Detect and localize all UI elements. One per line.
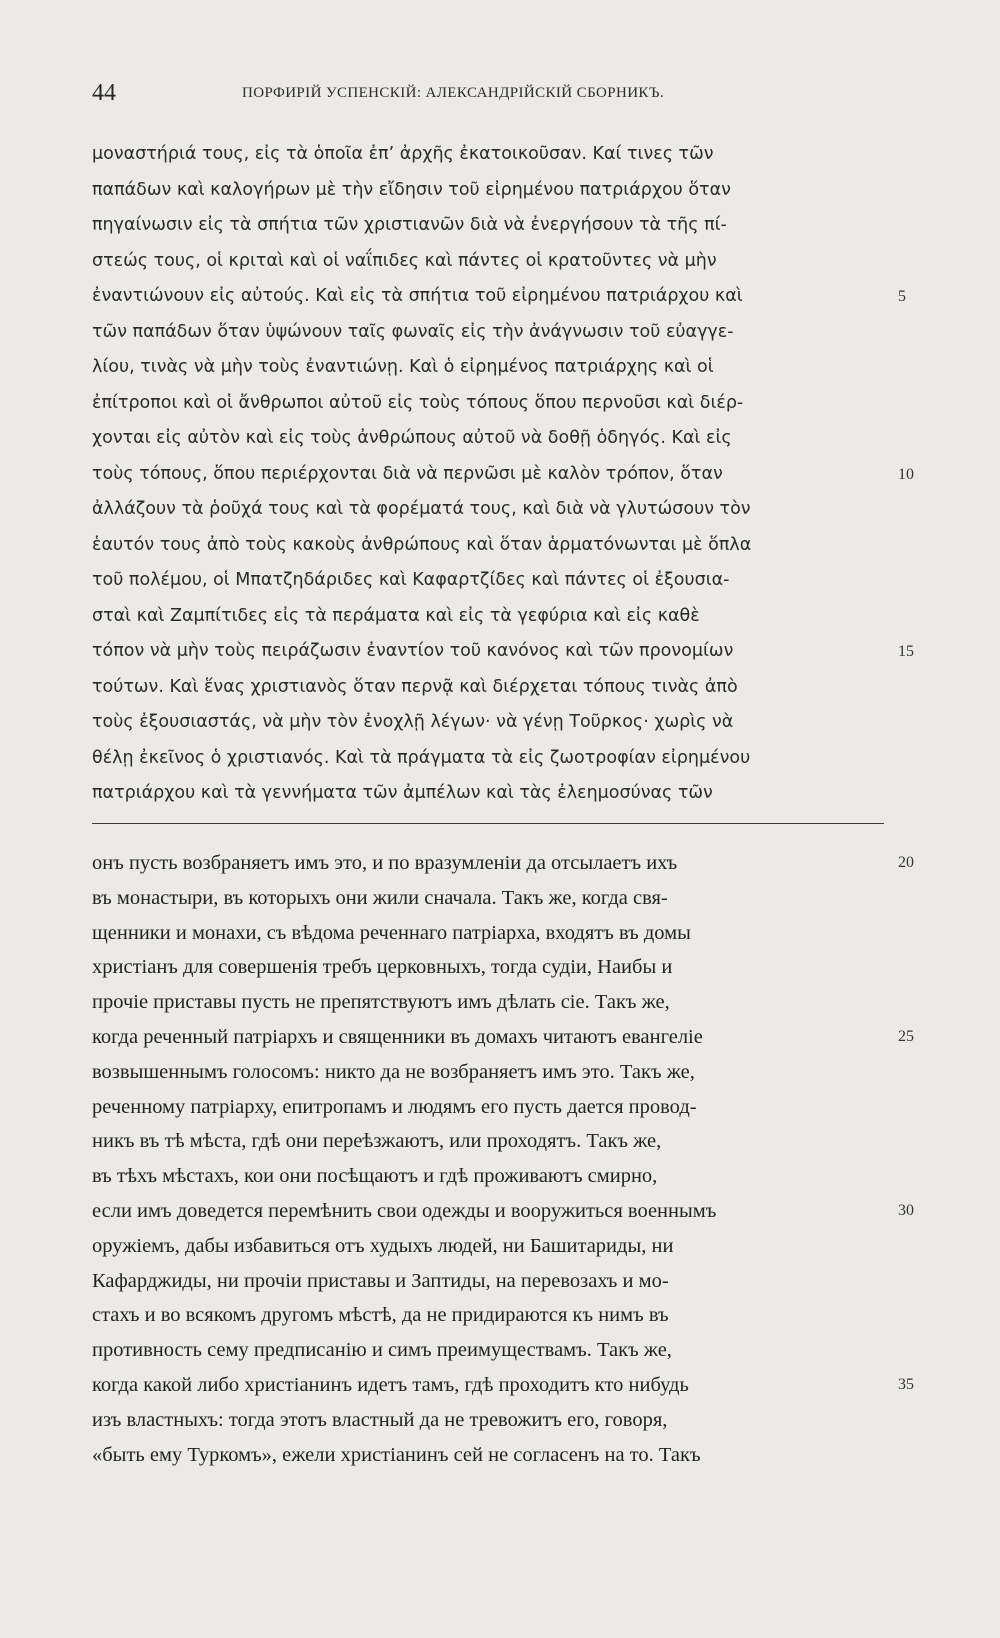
greek-text-line: [92, 492, 882, 528]
line-text: христіанъ для совершенія требъ церковныхъ, тогда судіи, Наибы и: [92, 956, 673, 979]
section-divider: [92, 823, 884, 824]
line-text: когда реченный патріархъ и священники въ домахъ читаютъ евангеліе: [92, 1025, 703, 1048]
line-text: щенники и монахи, съ вѣдома реченнаго патріарха, входятъ въ домы: [92, 921, 691, 944]
line-number: 5: [898, 288, 906, 305]
line-text: оружіемъ, дабы избавиться отъ худыхъ людей, ни Башитариды, ни: [92, 1234, 674, 1257]
line-text: никъ въ тѣ мѣста, гдѣ они переѣзжаютъ, или проходятъ. Такъ же,: [92, 1130, 662, 1153]
line-text: τῶν παπάδων ὅταν ὑψώνουν ταῖς φωναῖς εἰς τὴν ἀνάγνωσιν τοῦ εὐαγγε-: [92, 321, 734, 342]
greek-text-line: [92, 705, 882, 741]
greek-text-line: [92, 776, 882, 812]
greek-text-line: [92, 421, 882, 457]
russian-text-line: [92, 1264, 882, 1299]
line-text: онъ пусть возбраняетъ имъ это, и по вразумленіи да отсылаетъ ихъ: [92, 852, 678, 874]
line-text: если имъ доведется перемѣнить свои одежды и вооружиться военнымъ: [92, 1199, 717, 1222]
line-text: παπάδων καὶ καλογήρων μὲ τὴν εἴδησιν τοῦ εἰρημένου πατριάρχου ὅταν: [92, 179, 731, 200]
line-text: θέλῃ ἐκεῖνος ὁ χριστιανός. Καὶ τὰ πράγματα τὰ εἰς ζωοτροφίαν εἰρημένου: [92, 747, 751, 768]
line-number: 25: [898, 1027, 914, 1045]
line-text: πατριάρχου καὶ τὰ γεννήματα τῶν ἀμπέλων καὶ τὰς ἐλεημοσύνας τῶν: [92, 783, 713, 803]
line-text: «быть ему Туркомъ», ежели христіанинъ сей не согласенъ на то. Такъ: [92, 1443, 701, 1466]
russian-text-line: [92, 1438, 882, 1473]
greek-text-line: [92, 457, 914, 493]
russian-text-line: [92, 1020, 914, 1055]
russian-text-line: [92, 1298, 882, 1333]
line-text: πηγαίνωσιν εἰς τὰ σπήτια τῶν χριστιανῶν διὰ νὰ ἐνεργήσουν τὰ τῆς πί-: [92, 215, 727, 235]
line-text: χονται εἰς αὐτὸν καὶ εἰς τοὺς ἀνθρώπους αὐτοῦ νὰ δοθῇ ὁδηγός. Καὶ εἰς: [92, 428, 732, 448]
line-text: противность сему предписанію и симъ преимуществамъ. Такъ же,: [92, 1339, 672, 1362]
line-text: τόπον νὰ μὴν τοὺς πειράζωσιν ἐναντίον τοῦ κανόνος καὶ τῶν προνομίων: [92, 641, 734, 661]
line-number: 10: [898, 465, 914, 483]
greek-text-block: [92, 137, 914, 812]
russian-text-line: [92, 1159, 882, 1194]
russian-text-line: [92, 1124, 882, 1159]
greek-text-line: [92, 563, 882, 599]
line-text: въ монастыри, въ которыхъ они жили сначала. Такъ же, когда свя-: [92, 886, 668, 909]
line-text: ἐπίτροποι καὶ οἱ ἄνθρωποι αὐτοῦ εἰς τοὺς τόπους ὅπου περνοῦσι καὶ διέρ-: [92, 392, 744, 413]
line-text: возвышеннымъ голосомъ: никто да не возбраняетъ имъ это. Такъ же,: [92, 1060, 695, 1083]
greek-text-line: [92, 386, 882, 422]
greek-text-line: [92, 634, 914, 670]
running-head: ПОРФИРІЙ УСПЕНСКІЙ: АЛЕКСАНДРІЙСКІЙ СБОРНИКЪ.: [242, 85, 664, 101]
line-text: реченному патріарху, епитропамъ и людямъ его пусть дается провод-: [92, 1095, 697, 1118]
russian-text-line: [92, 1333, 882, 1368]
russian-text-line: [92, 1194, 914, 1229]
line-text: ἀλλάζουν τὰ ῥοῦχά τους καὶ τὰ φορέματά τους, καὶ διὰ νὰ γλυτώσουν τὸν: [92, 499, 751, 519]
line-text: τοῦ πολέμου, οἱ Μπατζηδάριδες καὶ Καφαρτζίδες καὶ πάντες οἱ ἐξουσια-: [92, 570, 730, 590]
line-number: 20: [898, 854, 914, 871]
greek-text-line: [92, 741, 882, 777]
russian-text-line: [92, 881, 882, 916]
line-text: прочіе приставы пусть не препятствуютъ имъ дѣлать сіе. Такъ же,: [92, 991, 670, 1014]
russian-text-line: [92, 1403, 882, 1438]
russian-text-line: [92, 916, 882, 951]
page-number: 44: [92, 80, 116, 106]
line-text: τούτων. Καὶ ἕνας χριστιανὸς ὅταν περνᾷ καὶ διέρχεται τόπους τινὰς ἀπὸ: [92, 676, 738, 697]
line-number: 35: [898, 1375, 914, 1393]
line-text: изъ властныхъ: тогда этотъ властный да не тревожитъ его, говоря,: [92, 1408, 668, 1431]
line-text: τοὺς ἐξουσιαστάς, νὰ μὴν τὸν ἐνοχλῇ λέγων· νὰ γένῃ Τοῦρκος· χωρὶς νὰ: [92, 712, 734, 732]
russian-text-line: [92, 1229, 882, 1264]
line-text: στεώς τους, οἱ κριταὶ καὶ οἱ ναΐπιδες καὶ πάντες οἱ κρατοῦντες νὰ μὴν: [92, 250, 717, 271]
greek-text-line: [92, 137, 882, 173]
page-header: [92, 80, 882, 110]
line-text: стахъ и во всякомъ другомъ мѣстѣ, да не придираются къ нимъ въ: [92, 1304, 669, 1327]
russian-text-block: [92, 846, 914, 1472]
greek-text-line: [92, 528, 882, 564]
russian-text-line: [92, 950, 882, 985]
line-text: σταὶ καὶ Ζαμπίτιδες εἰς τὰ περάματα καὶ εἰς τὰ γεφύρια καὶ εἰς καθὲ: [92, 605, 700, 626]
greek-text-line: [92, 208, 882, 244]
greek-text-line: [92, 279, 906, 315]
russian-text-line: [92, 1090, 882, 1125]
russian-text-line: [92, 846, 914, 881]
line-text: μοναστήριά τους, εἰς τὰ ὁποῖα ἐπ’ ἀρχῆς ἐκατοικοῦσαν. Καί τινες τῶν: [92, 144, 714, 164]
greek-text-line: [92, 173, 882, 209]
russian-text-line: [92, 1055, 882, 1090]
greek-text-line: [92, 670, 882, 706]
line-text: ἐναντιώνουν εἰς αὐτούς. Καὶ εἰς τὰ σπήτια τοῦ εἰρημένου πατριάρχου καὶ: [92, 286, 743, 306]
line-text: ἑαυτόν τους ἀπὸ τοὺς κακοὺς ἀνθρώπους καὶ ὅταν ἁρματόνωνται μὲ ὅπλα: [92, 534, 752, 555]
line-text: λίου, τινὰς νὰ μὴν τοὺς ἐναντιώνῃ. Καὶ ὁ εἰρημένος πατριάρχης καὶ οἱ: [92, 357, 714, 377]
greek-text-line: [92, 599, 882, 635]
line-text: когда какой либо христіанинъ идетъ тамъ, гдѣ проходитъ кто нибудь: [92, 1373, 689, 1396]
line-text: Кафарджиды, ни прочіи приставы и Заптиды, на перевозахъ и мо-: [92, 1269, 669, 1292]
line-number: 15: [898, 643, 914, 660]
line-text: τοὺς τόπους, ὅπου περιέρχονται διὰ νὰ περνῶσι μὲ καλὸν τρόπον, ὅταν: [92, 463, 723, 484]
greek-text-line: [92, 244, 882, 280]
line-number: 30: [898, 1201, 914, 1219]
line-text: въ тѣхъ мѣстахъ, кои они посѣщаютъ и гдѣ проживаютъ смирно,: [92, 1165, 658, 1188]
russian-text-line: [92, 985, 882, 1020]
russian-text-line: [92, 1368, 914, 1403]
greek-text-line: [92, 350, 882, 386]
greek-text-line: [92, 315, 882, 351]
